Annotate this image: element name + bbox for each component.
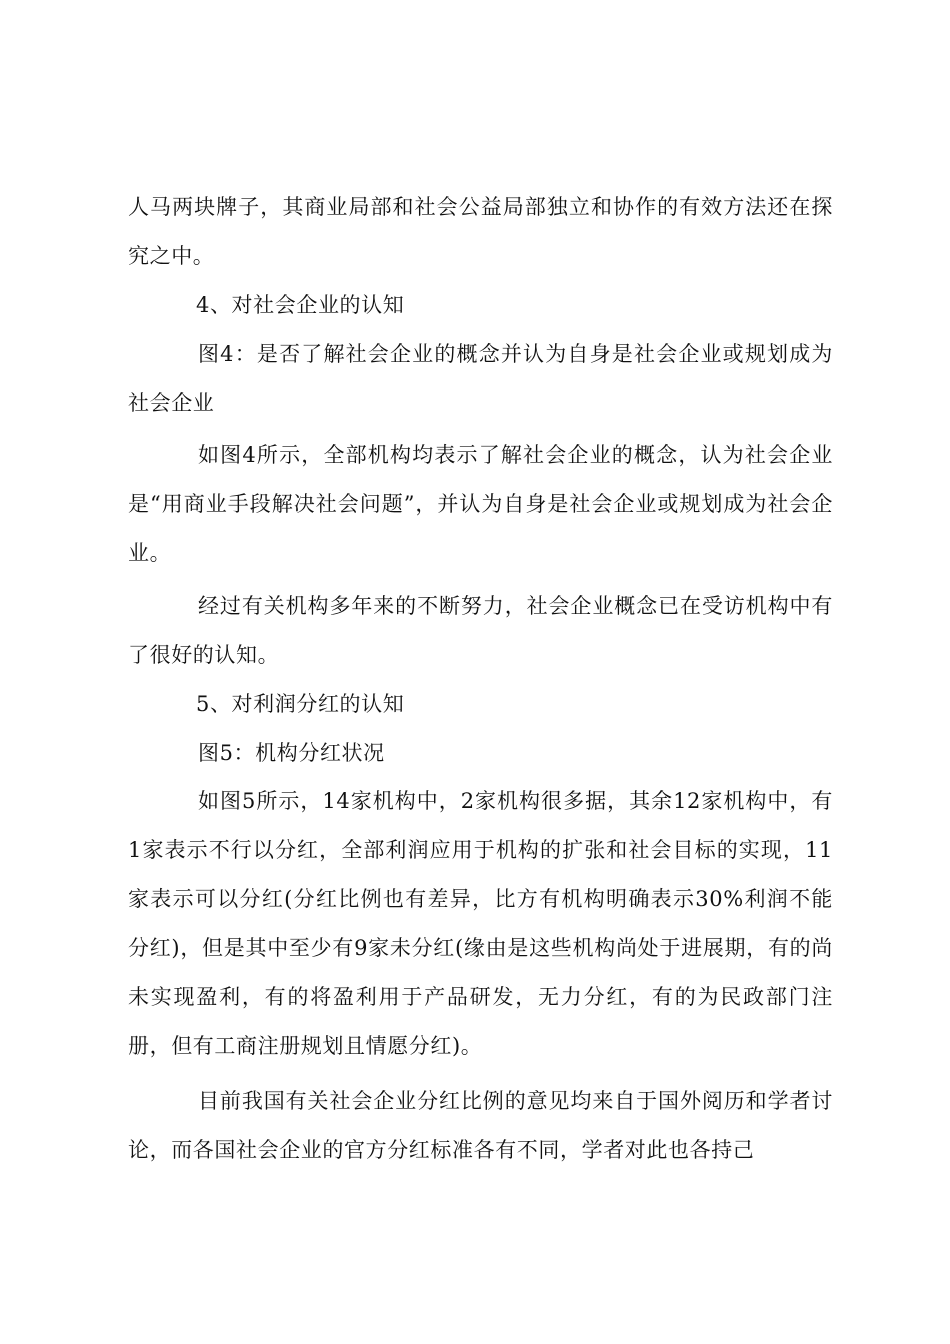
- paragraph-figure-4-description: 如图4所示，全部机构均表示了解社会企业的概念，认为社会企业是“用商业手段解决社会问题”，并认为自身是社会企业或规划成为社会企业。: [128, 443, 833, 565]
- paragraph-continuation: 人马两块牌子，其商业局部和社会公益局部独立和协作的有效方法还在探究之中。: [128, 195, 833, 268]
- paragraph-figure-5-description: 如图5所示，14家机构中，2家机构很多据，其余12家机构中，有1家表示不行以分红，全部利润应用于机构的扩张和社会目标的实现，11家表示可以分红(分红比例也有差异，比方有机构明确表示30%利润不能分红)，但是其中至少有9家未分红(缘由是这些机构尚处于进展期，有的尚未实现盈利，有的将盈利用于产品研发，无力分红，有的为民政部门注册，但有工商注册规划且情愿分红)。: [128, 789, 833, 1058]
- figure-caption-4: 图4：是否了解社会企业的概念并认为自身是社会企业或规划成为社会企业: [128, 342, 833, 415]
- paragraph-concept-awareness: 经过有关机构多年来的不断努力，社会企业概念已在受访机构中有了很好的认知。: [128, 594, 833, 667]
- section-heading-4: 4、对社会企业的认知: [196, 293, 405, 317]
- figure-caption-5: 图5：机构分红状况: [198, 741, 385, 765]
- section-heading-5: 5、对利润分红的认知: [196, 692, 405, 716]
- paragraph-dividend-opinions: 目前我国有关社会企业分红比例的意见均来自于国外阅历和学者讨论，而各国社会企业的官方分红标准各有不同，学者对此也各持己: [128, 1089, 833, 1162]
